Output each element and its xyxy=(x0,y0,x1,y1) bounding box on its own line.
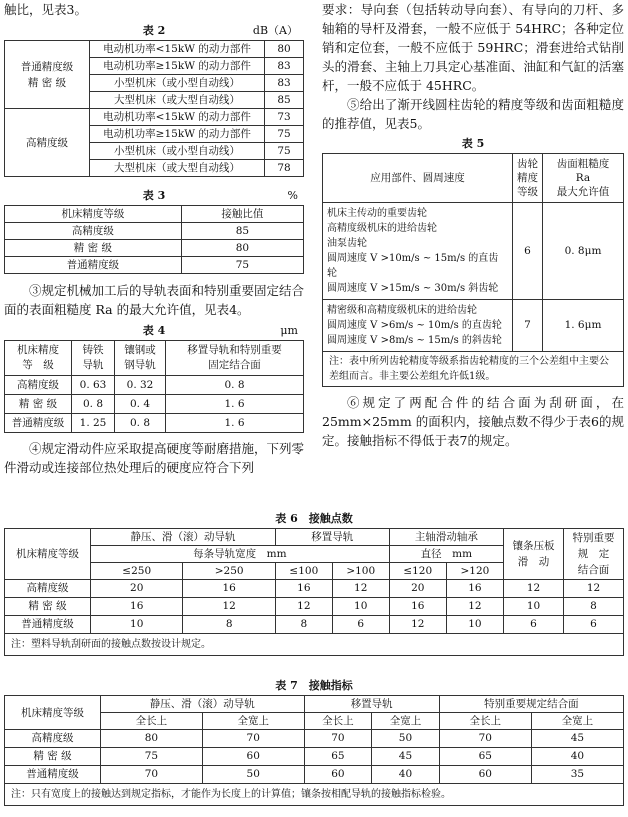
t4-header: 铸铁 导轨 xyxy=(72,341,115,376)
paragraph-continued: 要求：导向套（包括转动导向套）、有导向的刀杆、多轴箱的导杆及滑套，一般不应低于 54HRC；各种定位销和定位套，一般不应低于 59HRC；滑套进给式钻削头的滑套、主轴上刀具定心基准面、油缸和气缸的活塞杆，一般不应低于 45HRC。 xyxy=(322,2,624,93)
t7-header-grade: 机床精度等级 xyxy=(5,696,101,730)
t6-cell: 6 xyxy=(564,616,624,634)
t5-grade: 7 xyxy=(513,300,543,352)
table-row xyxy=(5,414,304,433)
t7-cell: 60 xyxy=(202,748,304,766)
t7-group-header: 静压、滑（滚）动导轨 xyxy=(101,696,305,713)
table-row xyxy=(5,240,304,257)
paragraph-4: ④规定滑动件应采取提高硬度等耐磨措施，下列零件滑动或连接部位热处理后的硬度应符合下列 xyxy=(4,441,305,475)
t7-cell: 高精度级 xyxy=(5,730,101,748)
t6-cell: 16 xyxy=(446,580,503,598)
t6-cell: 10 xyxy=(446,616,503,634)
t6-header-static: 静压、滑（滚）动导轨 xyxy=(91,529,276,546)
table7-caption: 表 7 接触指标 xyxy=(275,679,353,692)
t4-cell: 0. 63 xyxy=(72,376,115,395)
t7-cell: 45 xyxy=(531,730,623,748)
t2-value: 83 xyxy=(265,75,304,92)
t6-cell: 8 xyxy=(275,616,332,634)
left-column xyxy=(4,0,304,477)
t2-value: 75 xyxy=(265,143,304,160)
t7-subheader: 全宽上 xyxy=(202,713,304,730)
t2-description: 大型机床（或大型自动线） xyxy=(90,92,265,109)
table-row xyxy=(5,766,624,784)
table2-caption: 表 2 dB（A） xyxy=(4,22,304,40)
t6-cell: 16 xyxy=(389,598,446,616)
t2-value: 83 xyxy=(265,58,304,75)
table-row xyxy=(5,376,304,395)
table5-caption: 表 5 xyxy=(461,137,485,150)
t2-description: 电动机功率≥15kW 的动力部件 xyxy=(90,126,265,143)
t5-grade: 6 xyxy=(513,203,543,300)
t5-roughness: 0. 8μm xyxy=(543,203,624,300)
t7-note: 注：只有宽度上的接触达到规定指标，才能作为长度上的计算值；镶条按相配导轨的接触指标检验。 xyxy=(5,784,624,806)
t7-cell: 60 xyxy=(304,766,372,784)
table6 xyxy=(4,528,624,656)
table-row xyxy=(323,300,624,352)
t6-cell: 普通精度级 xyxy=(5,616,91,634)
table-row xyxy=(5,748,624,766)
t2-value: 75 xyxy=(265,126,304,143)
table7-block xyxy=(4,677,624,806)
t6-header-move: 移置导轨 xyxy=(275,529,389,546)
t7-group-header: 特别重要规定结合面 xyxy=(439,696,623,713)
t6-header-diameter: 直径 mm xyxy=(389,546,503,563)
t6-header-grade: 机床精度等级 xyxy=(5,529,91,580)
t6-cell: 12 xyxy=(504,580,564,598)
t3-cell: 精 密 级 xyxy=(5,240,182,257)
t7-subheader: 全宽上 xyxy=(372,713,440,730)
t7-cell: 精 密 级 xyxy=(5,748,101,766)
t6-header-strip: 镶条压板 滑 动 xyxy=(504,529,564,580)
table4-unit: μm xyxy=(280,324,298,337)
table3 xyxy=(4,205,304,274)
t4-cell: 0. 4 xyxy=(115,395,166,414)
t6-cell: 10 xyxy=(332,598,389,616)
t3-cell: 普通精度级 xyxy=(5,257,182,274)
t4-cell: 高精度级 xyxy=(5,376,72,395)
t4-cell: 1. 6 xyxy=(166,395,304,414)
table3-caption: 表 3 % xyxy=(4,187,304,205)
t5-note: 注：表中所列齿轮精度等级系指齿轮精度的三个公差组中主要公差组而言。非主要公差组允许低1级。 xyxy=(323,352,624,387)
t3-cell: 85 xyxy=(181,223,303,240)
table2 xyxy=(4,40,304,177)
table-row xyxy=(5,598,624,616)
table-row xyxy=(5,730,624,748)
t4-header: 机床精度 等 级 xyxy=(5,341,72,376)
t7-cell: 50 xyxy=(202,766,304,784)
t3-cell: 80 xyxy=(181,240,303,257)
t6-cell: 6 xyxy=(504,616,564,634)
table-row xyxy=(5,257,304,274)
t4-cell: 0. 8 xyxy=(115,414,166,433)
t6-cell: 高精度级 xyxy=(5,580,91,598)
t7-group-header: 移置导轨 xyxy=(304,696,439,713)
t6-cell: 16 xyxy=(275,580,332,598)
t2-description: 小型机床（或小型自动线） xyxy=(90,75,265,92)
table-row xyxy=(5,616,624,634)
t5-application: 机床主传动的重要齿轮 高精度级机床的进给齿轮 油泵齿轮 圆周速度 V >10m/s ~ 15m/s 的直齿轮 圆周速度 V >15m/s ~ 30m/s 斜齿轮 xyxy=(323,203,513,300)
table6-block xyxy=(4,510,624,656)
t4-cell: 0. 32 xyxy=(115,376,166,395)
t5-header: 齿面粗糙度 Ra 最大允许值 xyxy=(543,154,624,203)
table7 xyxy=(4,695,624,806)
t4-cell: 1. 25 xyxy=(72,414,115,433)
t6-subheader: ≤250 xyxy=(91,563,183,580)
t7-cell: 35 xyxy=(531,766,623,784)
t3-header: 接触比值 xyxy=(181,206,303,223)
t7-subheader: 全长上 xyxy=(101,713,203,730)
t6-cell: 10 xyxy=(91,616,183,634)
t7-cell: 50 xyxy=(372,730,440,748)
t6-cell: 12 xyxy=(389,616,446,634)
t7-subheader: 全宽上 xyxy=(531,713,623,730)
t2-description: 电动机功率≥15kW 的动力部件 xyxy=(90,58,265,75)
t7-cell: 80 xyxy=(101,730,203,748)
t7-cell: 70 xyxy=(439,730,531,748)
table4 xyxy=(4,340,304,433)
t7-cell: 70 xyxy=(101,766,203,784)
t7-cell: 40 xyxy=(372,766,440,784)
t7-cell: 45 xyxy=(372,748,440,766)
table2-unit: dB（A） xyxy=(252,24,298,37)
t6-cell: 20 xyxy=(389,580,446,598)
paragraph-6: ⑥规定了两配合件的结合面为刮研面，在25mm×25mm 的面积内，接触点数不得少于表6的规定。接触指标不得低于表7的规定。 xyxy=(322,395,624,448)
t4-cell: 1. 6 xyxy=(166,414,304,433)
t2-value: 85 xyxy=(265,92,304,109)
t4-cell: 0. 8 xyxy=(72,395,115,414)
t6-cell: 16 xyxy=(183,580,275,598)
table4-caption: 表 4 μm xyxy=(4,322,304,340)
t2-value: 78 xyxy=(265,160,304,177)
t6-cell: 20 xyxy=(91,580,183,598)
t7-cell: 40 xyxy=(531,748,623,766)
t5-header: 齿轮 精度 等级 xyxy=(513,154,543,203)
t4-cell: 普通精度级 xyxy=(5,414,72,433)
t7-subheader: 全长上 xyxy=(439,713,531,730)
table-row xyxy=(5,223,304,240)
table-row xyxy=(5,109,304,126)
right-column xyxy=(322,0,624,450)
t2-description: 电动机功率<15kW 的动力部件 xyxy=(90,41,265,58)
table-row xyxy=(5,395,304,414)
t6-header-special: 特别重要 规 定 结合面 xyxy=(564,529,624,580)
t6-subheader: ≤100 xyxy=(275,563,332,580)
t6-cell: 12 xyxy=(332,580,389,598)
t6-subheader: ≤120 xyxy=(389,563,446,580)
t6-header-width: 每条导轨宽度 mm xyxy=(91,546,390,563)
t7-cell: 65 xyxy=(439,748,531,766)
intro-text: 触比，见表3。 xyxy=(4,2,87,17)
paragraph-5: ⑤给出了渐开线圆柱齿轮的精度等级和齿面粗糙度的推荐值，见表5。 xyxy=(322,97,624,131)
t6-cell: 8 xyxy=(564,598,624,616)
t2-description: 小型机床（或小型自动线） xyxy=(90,143,265,160)
t2-value: 80 xyxy=(265,41,304,58)
t4-cell: 0. 8 xyxy=(166,376,304,395)
t3-header: 机床精度等级 xyxy=(5,206,182,223)
t5-roughness: 1. 6μm xyxy=(543,300,624,352)
t5-header: 应用部件、圆周速度 xyxy=(323,154,513,203)
t4-header: 镶钢或 钢导轨 xyxy=(115,341,166,376)
t2-description: 大型机床（或大型自动线） xyxy=(90,160,265,177)
t6-note: 注：塑料导轨刮研面的接触点数按设计规定。 xyxy=(5,634,624,656)
table-row xyxy=(323,203,624,300)
t7-cell: 70 xyxy=(202,730,304,748)
t2-group-label: 高精度级 xyxy=(5,109,90,177)
t6-cell: 12 xyxy=(183,598,275,616)
t6-subheader: >120 xyxy=(446,563,503,580)
t6-subheader: >250 xyxy=(183,563,275,580)
t4-cell: 精 密 级 xyxy=(5,395,72,414)
t4-header: 移置导轨和特别重要 固定结合面 xyxy=(166,341,304,376)
table5 xyxy=(322,153,624,387)
table-row xyxy=(5,580,624,598)
t6-header-spindle: 主轴滑动轴承 xyxy=(389,529,503,546)
t7-cell: 65 xyxy=(304,748,372,766)
t6-cell: 6 xyxy=(332,616,389,634)
t6-cell: 12 xyxy=(564,580,624,598)
t6-subheader: >100 xyxy=(332,563,389,580)
t6-cell: 精 密 级 xyxy=(5,598,91,616)
t7-cell: 普通精度级 xyxy=(5,766,101,784)
t7-cell: 75 xyxy=(101,748,203,766)
t6-cell: 12 xyxy=(446,598,503,616)
t7-subheader: 全长上 xyxy=(304,713,372,730)
t6-cell: 16 xyxy=(91,598,183,616)
t6-cell: 12 xyxy=(275,598,332,616)
t5-application: 精密级和高精度级机床的进给齿轮 圆周速度 V >6m/s ~ 10m/s 的直齿轮 圆周速度 V >8m/s ~ 15m/s 的斜齿轮 xyxy=(323,300,513,352)
t3-cell: 75 xyxy=(181,257,303,274)
paragraph-3: ③规定机械加工后的导轨表面和特别重要固定结合面的表面粗糙度 Ra 的最大允许值，见表4。 xyxy=(4,283,305,317)
t3-cell: 高精度级 xyxy=(5,223,182,240)
t6-cell: 10 xyxy=(504,598,564,616)
t7-cell: 70 xyxy=(304,730,372,748)
t2-value: 73 xyxy=(265,109,304,126)
table-row xyxy=(5,41,304,58)
t2-description: 电动机功率<15kW 的动力部件 xyxy=(90,109,265,126)
t7-cell: 60 xyxy=(439,766,531,784)
table3-unit: % xyxy=(287,189,298,202)
t6-cell: 8 xyxy=(183,616,275,634)
table6-caption: 表 6 接触点数 xyxy=(275,512,353,525)
t2-group-label: 普通精度级 精 密 级 xyxy=(5,41,90,109)
